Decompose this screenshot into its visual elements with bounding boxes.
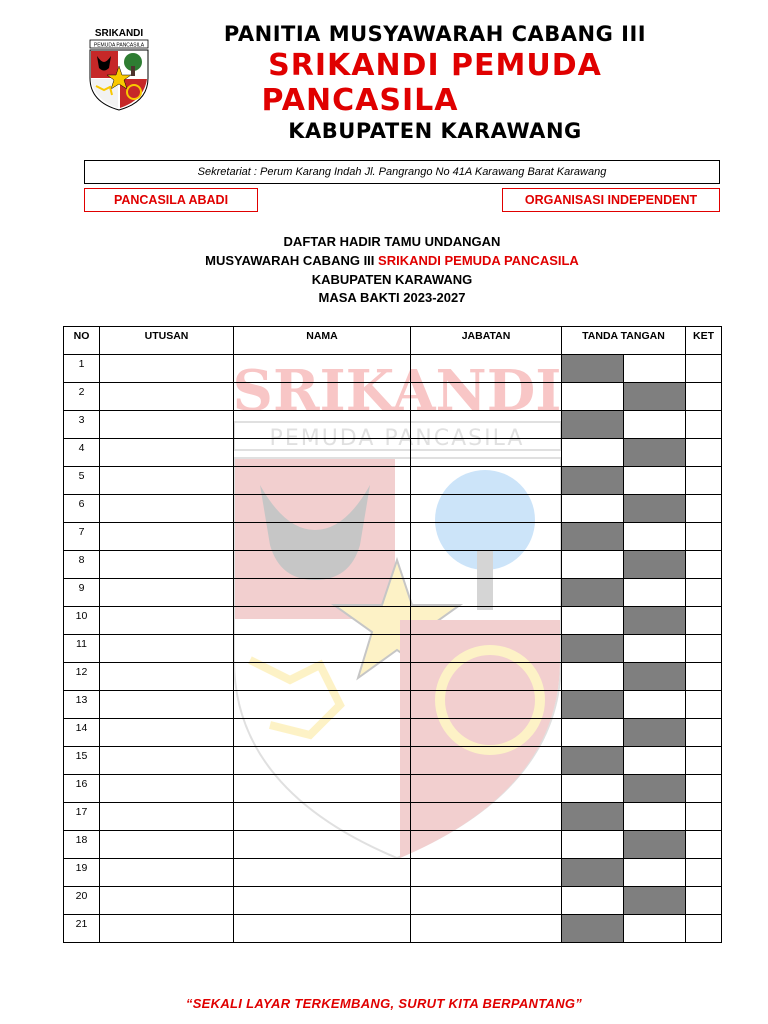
row-number: 7 <box>64 523 100 551</box>
utusan-cell[interactable] <box>100 803 234 831</box>
ket-cell[interactable] <box>686 663 722 691</box>
utusan-cell[interactable] <box>100 411 234 439</box>
ket-cell[interactable] <box>686 495 722 523</box>
col-header-ket: KET <box>686 327 722 355</box>
table-row <box>64 719 722 747</box>
utusan-cell[interactable] <box>100 747 234 775</box>
utusan-cell[interactable] <box>100 467 234 495</box>
jabatan-cell[interactable] <box>411 831 562 859</box>
doc-title-4: MASA BAKTI 2023-2027 <box>318 290 466 305</box>
utusan-cell[interactable] <box>100 383 234 411</box>
nama-cell[interactable] <box>234 747 411 775</box>
signature-cell-left[interactable] <box>562 439 624 467</box>
jabatan-cell[interactable] <box>411 355 562 383</box>
signature-cell-right[interactable] <box>624 747 686 775</box>
table-row <box>64 747 722 775</box>
signature-cell-right[interactable] <box>624 383 686 411</box>
ket-cell[interactable] <box>686 551 722 579</box>
signature-cell-right[interactable] <box>624 579 686 607</box>
signature-cell-left[interactable] <box>562 691 624 719</box>
table-row <box>64 523 722 551</box>
jabatan-cell[interactable] <box>411 663 562 691</box>
watermark-subtitle: PEMUDA PANCASILA <box>269 426 525 451</box>
jabatan-cell[interactable] <box>411 915 562 943</box>
signature-cell-left[interactable] <box>562 719 624 747</box>
col-header-jabatan: JABATAN <box>411 327 562 355</box>
srikandi-logo <box>84 26 154 112</box>
row-number: 3 <box>64 411 100 439</box>
table-row <box>64 579 722 607</box>
row-number: 20 <box>64 887 100 915</box>
row-number: 15 <box>64 747 100 775</box>
utusan-cell[interactable] <box>100 663 234 691</box>
watermark-title: SRIKANDI <box>232 360 562 424</box>
jabatan-cell[interactable] <box>411 607 562 635</box>
nama-cell[interactable] <box>234 467 411 495</box>
signature-cell-right[interactable] <box>624 551 686 579</box>
signature-cell-left[interactable] <box>562 915 624 943</box>
nama-cell[interactable] <box>234 355 411 383</box>
signature-cell-left[interactable] <box>562 663 624 691</box>
col-header-no: NO <box>64 327 100 355</box>
signature-cell-right[interactable] <box>624 355 686 383</box>
col-header-nama: NAMA <box>234 327 411 355</box>
utusan-cell[interactable] <box>100 607 234 635</box>
signature-cell-left[interactable] <box>562 747 624 775</box>
row-number: 5 <box>64 467 100 495</box>
row-number: 10 <box>64 607 100 635</box>
ket-cell[interactable] <box>686 355 722 383</box>
table-row <box>64 663 722 691</box>
signature-cell-left[interactable] <box>562 579 624 607</box>
ket-cell[interactable] <box>686 691 722 719</box>
utusan-cell[interactable] <box>100 551 234 579</box>
signature-cell-right[interactable] <box>624 635 686 663</box>
jabatan-cell[interactable] <box>411 635 562 663</box>
signature-cell-left[interactable] <box>562 523 624 551</box>
jabatan-cell[interactable] <box>411 467 562 495</box>
col-header-utusan: UTUSAN <box>100 327 234 355</box>
tag-pancasila-abadi: PANCASILA ABADI <box>84 188 258 212</box>
utusan-cell[interactable] <box>100 775 234 803</box>
ket-cell[interactable] <box>686 775 722 803</box>
doc-title-3: KABUPATEN KARAWANG <box>311 272 473 287</box>
utusan-cell[interactable] <box>100 859 234 887</box>
ket-cell[interactable] <box>686 411 722 439</box>
nama-cell[interactable] <box>234 915 411 943</box>
tag-organisasi-independent: ORGANISASI INDEPENDENT <box>502 188 720 212</box>
header-region: KABUPATEN KARAWANG <box>288 119 582 143</box>
jabatan-cell[interactable] <box>411 551 562 579</box>
signature-cell-right[interactable] <box>624 607 686 635</box>
ket-cell[interactable] <box>686 915 722 943</box>
table-row <box>64 495 722 523</box>
signature-cell-left[interactable] <box>562 775 624 803</box>
nama-cell[interactable] <box>234 775 411 803</box>
table-row <box>64 775 722 803</box>
table-row <box>64 551 722 579</box>
nama-cell[interactable] <box>234 523 411 551</box>
signature-cell-left[interactable] <box>562 635 624 663</box>
footer-motto: “SEKALI LAYAR TERKEMBANG, SURUT KITA BERPANTANG” <box>185 996 583 1011</box>
table-row <box>64 607 722 635</box>
row-number: 16 <box>64 775 100 803</box>
jabatan-cell[interactable] <box>411 775 562 803</box>
signature-cell-left[interactable] <box>562 859 624 887</box>
col-header-tanda-tangan: TANDA TANGAN <box>562 327 686 355</box>
utusan-cell[interactable] <box>100 691 234 719</box>
signature-cell-left[interactable] <box>562 831 624 859</box>
table-row <box>64 355 722 383</box>
doc-title-2-red: SRIKANDI PEMUDA PANCASILA <box>378 253 579 268</box>
attendance-table <box>63 326 722 943</box>
ket-cell[interactable] <box>686 831 722 859</box>
signature-cell-left[interactable] <box>562 495 624 523</box>
nama-cell[interactable] <box>234 383 411 411</box>
row-number: 6 <box>64 495 100 523</box>
nama-cell[interactable] <box>234 831 411 859</box>
table-row <box>64 411 722 439</box>
row-number: 1 <box>64 355 100 383</box>
nama-cell[interactable] <box>234 859 411 887</box>
doc-title-2 <box>64 253 720 268</box>
ket-cell[interactable] <box>686 719 722 747</box>
row-number: 13 <box>64 691 100 719</box>
secretariat-address: Sekretariat : Perum Karang Indah Jl. Pangrango No 41A Karawang Barat Karawang <box>84 160 720 184</box>
table-row <box>64 915 722 943</box>
nama-cell[interactable] <box>234 663 411 691</box>
row-number: 18 <box>64 831 100 859</box>
table-header-row <box>64 327 722 355</box>
signature-cell-right[interactable] <box>624 915 686 943</box>
doc-title-2-prefix: MUSYAWARAH CABANG III <box>205 253 379 268</box>
table-row <box>64 859 722 887</box>
nama-cell[interactable] <box>234 607 411 635</box>
ket-cell[interactable] <box>686 887 722 915</box>
jabatan-cell[interactable] <box>411 887 562 915</box>
table-row <box>64 691 722 719</box>
signature-cell-right[interactable] <box>624 523 686 551</box>
jabatan-cell[interactable] <box>411 747 562 775</box>
ket-cell[interactable] <box>686 579 722 607</box>
jabatan-cell[interactable] <box>411 719 562 747</box>
signature-cell-left[interactable] <box>562 887 624 915</box>
signature-cell-right[interactable] <box>624 719 686 747</box>
utusan-cell[interactable] <box>100 579 234 607</box>
ket-cell[interactable] <box>686 803 722 831</box>
utusan-cell[interactable] <box>100 523 234 551</box>
signature-cell-left[interactable] <box>562 383 624 411</box>
ket-cell[interactable] <box>686 859 722 887</box>
nama-cell[interactable] <box>234 635 411 663</box>
logo-text: SRIKANDI <box>94 28 144 39</box>
utusan-cell[interactable] <box>100 495 234 523</box>
signature-cell-left[interactable] <box>562 803 624 831</box>
row-number: 14 <box>64 719 100 747</box>
utusan-cell[interactable] <box>100 831 234 859</box>
utusan-cell[interactable] <box>100 439 234 467</box>
table-row <box>64 803 722 831</box>
table-row <box>64 635 722 663</box>
signature-cell-right[interactable] <box>624 467 686 495</box>
signature-cell-right[interactable] <box>624 411 686 439</box>
signature-cell-right[interactable] <box>624 439 686 467</box>
jabatan-cell[interactable] <box>411 439 562 467</box>
jabatan-cell[interactable] <box>411 859 562 887</box>
signature-cell-left[interactable] <box>562 551 624 579</box>
header-org-line1: SRIKANDI PEMUDA <box>268 48 602 83</box>
row-number: 17 <box>64 803 100 831</box>
signature-cell-left[interactable] <box>562 355 624 383</box>
signature-cell-right[interactable] <box>624 803 686 831</box>
jabatan-cell[interactable] <box>411 523 562 551</box>
table-row <box>64 831 722 859</box>
row-number: 8 <box>64 551 100 579</box>
nama-cell[interactable] <box>234 719 411 747</box>
jabatan-cell[interactable] <box>411 579 562 607</box>
nama-cell[interactable] <box>234 691 411 719</box>
signature-cell-right[interactable] <box>624 495 686 523</box>
nama-cell[interactable] <box>234 495 411 523</box>
signature-cell-right[interactable] <box>624 887 686 915</box>
ket-cell[interactable] <box>686 467 722 495</box>
nama-cell[interactable] <box>234 803 411 831</box>
table-row <box>64 439 722 467</box>
row-number: 4 <box>64 439 100 467</box>
ket-cell[interactable] <box>686 635 722 663</box>
table-row <box>64 383 722 411</box>
signature-cell-right[interactable] <box>624 831 686 859</box>
row-number: 11 <box>64 635 100 663</box>
utusan-cell[interactable] <box>100 887 234 915</box>
signature-cell-left[interactable] <box>562 411 624 439</box>
nama-cell[interactable] <box>234 439 411 467</box>
nama-cell[interactable] <box>234 551 411 579</box>
row-number: 9 <box>64 579 100 607</box>
utusan-cell[interactable] <box>100 915 234 943</box>
header-org-line2: PANCASILA <box>261 83 459 118</box>
table-row <box>64 467 722 495</box>
logo-subtext: PEMUDA PANCASILA <box>93 42 145 49</box>
jabatan-cell[interactable] <box>411 495 562 523</box>
row-number: 2 <box>64 383 100 411</box>
utusan-cell[interactable] <box>100 635 234 663</box>
ket-cell[interactable] <box>686 607 722 635</box>
signature-cell-right[interactable] <box>624 859 686 887</box>
jabatan-cell[interactable] <box>411 691 562 719</box>
ket-cell[interactable] <box>686 439 722 467</box>
row-number: 12 <box>64 663 100 691</box>
ket-cell[interactable] <box>686 383 722 411</box>
utusan-cell[interactable] <box>100 355 234 383</box>
nama-cell[interactable] <box>234 887 411 915</box>
ket-cell[interactable] <box>686 523 722 551</box>
signature-cell-left[interactable] <box>562 607 624 635</box>
row-number: 21 <box>64 915 100 943</box>
signature-cell-left[interactable] <box>562 467 624 495</box>
jabatan-cell[interactable] <box>411 411 562 439</box>
table-row <box>64 887 722 915</box>
jabatan-cell[interactable] <box>411 803 562 831</box>
signature-cell-right[interactable] <box>624 775 686 803</box>
row-number: 19 <box>64 859 100 887</box>
utusan-cell[interactable] <box>100 719 234 747</box>
jabatan-cell[interactable] <box>411 383 562 411</box>
header-committee: PANITIA MUSYAWARAH CABANG III <box>223 22 647 46</box>
signature-cell-right[interactable] <box>624 663 686 691</box>
nama-cell[interactable] <box>234 411 411 439</box>
signature-cell-right[interactable] <box>624 691 686 719</box>
nama-cell[interactable] <box>234 579 411 607</box>
ket-cell[interactable] <box>686 747 722 775</box>
doc-title-1: DAFTAR HADIR TAMU UNDANGAN <box>283 234 501 249</box>
